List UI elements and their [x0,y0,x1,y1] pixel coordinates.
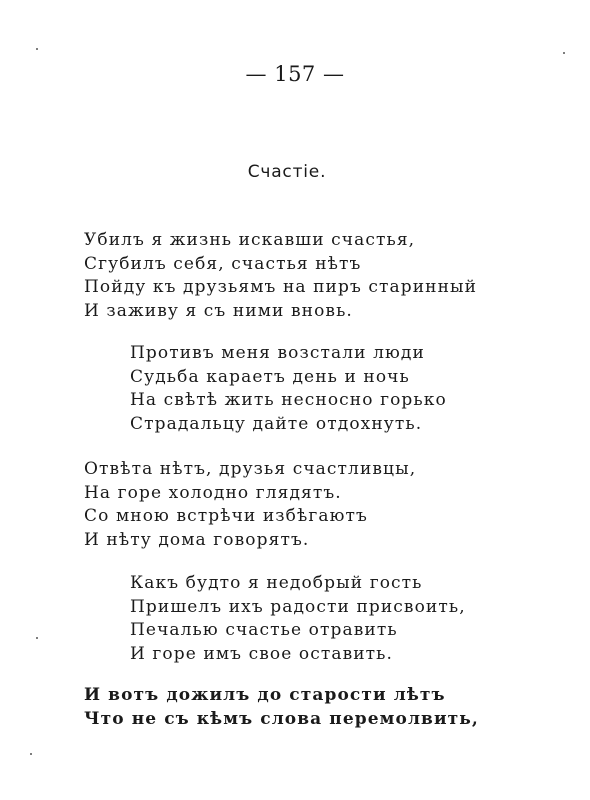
stanza-1 [84,229,477,323]
poem-line: И заживу я съ ними вновь. [84,300,353,321]
poem-line: Сгубилъ себя, счастья нѣтъ [84,253,362,274]
poem-line: Убилъ я жизнь искавши счастья, [84,230,416,250]
poem-line: Со мною встрѣчи избѣгаютъ [84,506,368,526]
scan-speck [563,52,565,54]
poem-line: Пойду къ друзьямъ на пиръ старинный [84,277,478,297]
poem-title: Счастіе. [247,162,327,182]
poem-line: И вотъ дожилъ до старости лѣтъ [84,685,446,705]
poem-line: Печалью счастье отравить [130,620,398,640]
poem-line: Какъ будто я недобрый гость [130,573,423,593]
poem-line: Страдальцу дайте отдохнуть. [130,413,423,434]
poem-line: Что не съ кѣмъ слова перемолвить, [84,708,479,729]
scan-speck [36,48,38,50]
poem-line: Противъ меня возстали люди [130,343,425,363]
page-number: — 157 — [245,62,345,86]
poem-line: На свѣтѣ жить несносно горько [130,390,447,410]
scan-speck [30,753,32,755]
poem-line: На горе холодно глядятъ. [84,482,342,503]
stanza-2 [130,342,447,436]
poem-line: Судьба караетъ день и ночь [130,366,410,387]
poem-line: Отвѣта нѣтъ, друзья счастливцы, [84,459,417,479]
poem-line: Пришелъ ихъ радости присвоить, [130,596,466,617]
stanza-4 [130,572,466,666]
poem-line: И горе имъ свое оставить. [130,643,394,664]
scan-speck [36,637,38,639]
stanza-5 [84,684,479,731]
stanza-3 [84,458,416,552]
poem-line: И нѣту дома говорятъ. [84,529,310,550]
